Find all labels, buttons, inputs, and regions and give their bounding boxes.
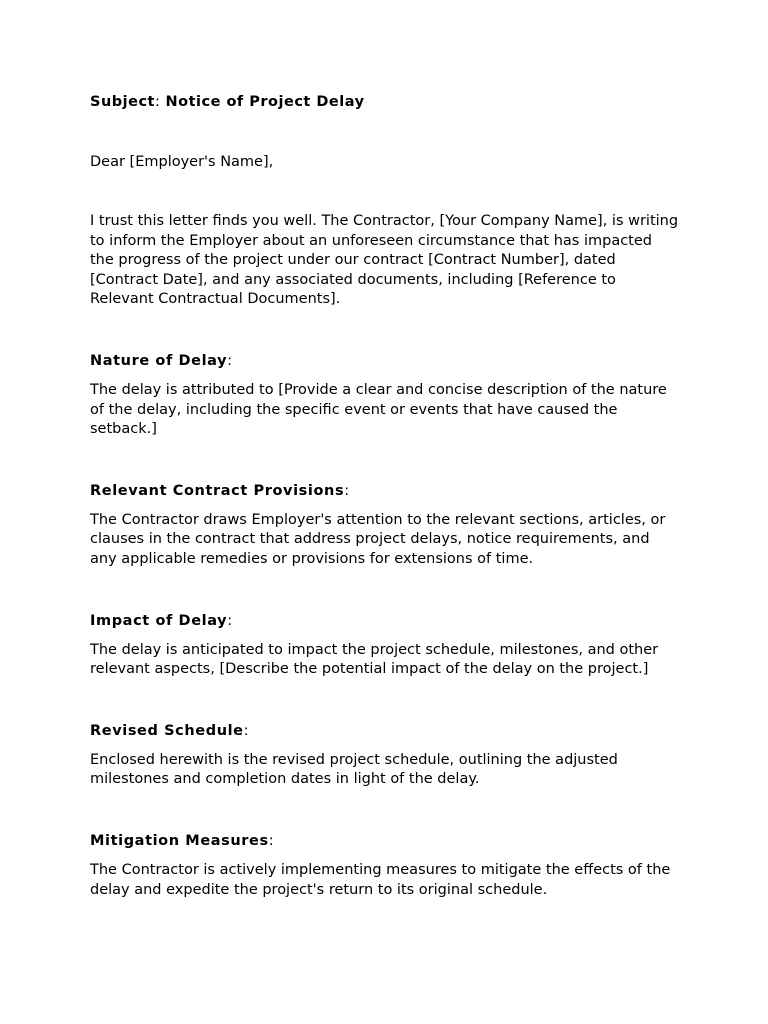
- section-revised-schedule: [90, 721, 680, 790]
- section-mitigation-measures: [90, 831, 680, 900]
- section-heading-label: Relevant Contract Provisions: [90, 482, 345, 499]
- intro-paragraph: I trust this letter finds you well. The Contractor, [Your Company Name], is writing to inform the Employer about an unforeseen circumstance that has impacted the progress of the project under our contract [Contract Number], dated [Contract Date], and any associated documents, including [Reference to Relevant Contractual Documents].: [90, 213, 679, 308]
- section-heading: [90, 721, 680, 741]
- section-nature-of-delay: [90, 351, 680, 440]
- section-heading-label: Revised Schedule: [90, 722, 244, 739]
- section-heading: [90, 611, 680, 631]
- section-heading-label: Mitigation Measures: [90, 832, 269, 849]
- section-heading: [90, 831, 680, 851]
- subject-label: Subject: [90, 94, 155, 110]
- salutation: Dear [Employer's Name],: [90, 154, 274, 170]
- section-heading-colon: :: [243, 722, 249, 739]
- section-heading-label: Nature of Delay: [90, 352, 228, 369]
- section-relevant-contract-provisions: [90, 481, 680, 570]
- section-heading-colon: :: [268, 832, 274, 849]
- subject-title: Notice of Project Delay: [165, 94, 365, 110]
- section-heading: [90, 481, 680, 501]
- letter-page: [90, 92, 680, 900]
- section-heading-colon: :: [344, 482, 350, 499]
- section-body: The Contractor is actively implementing measures to mitigate the effects of the delay and expedite the project's return to its original schedule.: [90, 861, 671, 898]
- section-heading-colon: :: [227, 612, 233, 629]
- subject-line: [90, 92, 680, 112]
- section-heading-colon: :: [227, 352, 233, 369]
- section-heading-label: Impact of Delay: [90, 612, 228, 629]
- subject-separator: :: [154, 94, 166, 110]
- section-heading: [90, 351, 680, 371]
- section-body: Enclosed herewith is the revised project schedule, outlining the adjusted milestones and completion dates in light of the delay.: [90, 751, 618, 788]
- section-body: The delay is attributed to [Provide a clear and concise description of the nature of the delay, including the specific event or events that have caused the setback.]: [90, 381, 667, 438]
- section-impact-of-delay: [90, 611, 680, 680]
- section-body: The Contractor draws Employer's attention to the relevant sections, articles, or clauses in the contract that address project delays, notice requirements, and any applicable remedies or provisions for extensions of time.: [90, 511, 666, 567]
- section-body: The delay is anticipated to impact the project schedule, milestones, and other relevant aspects, [Describe the potential impact of the delay on the project.]: [90, 641, 659, 678]
